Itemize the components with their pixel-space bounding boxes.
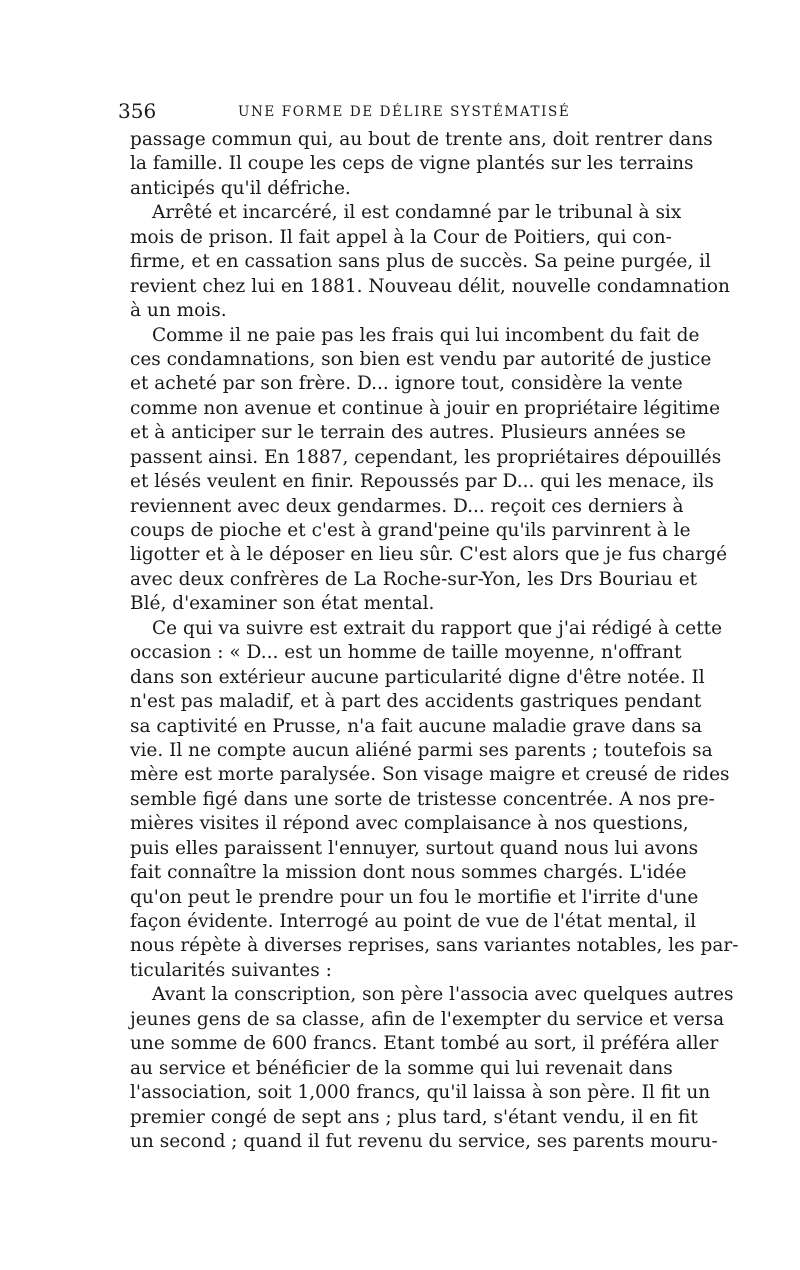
text-line: Blé, d'examiner son état mental. bbox=[130, 593, 435, 615]
page-header bbox=[118, 97, 675, 125]
text-line: dans son extérieur aucune particularité digne d'être notée. Il bbox=[130, 666, 705, 688]
text-line: coups de pioche et c'est à grand'peine qu'ils parvinrent à le bbox=[130, 520, 691, 541]
text-line: façon évidente. Interrogé au point de vue de l'état mental, il bbox=[130, 911, 697, 932]
text-line: un second ; quand il fut revenu du service, ses parents mouru- bbox=[130, 1130, 718, 1152]
text-line: sa captivité en Prusse, n'a fait aucune maladie grave dans sa bbox=[130, 715, 703, 737]
text-line: mières visites il répond avec complaisance à nos questions, bbox=[130, 813, 689, 835]
text-line: ces condamnations, son bien est vendu par autorité de justice bbox=[130, 348, 712, 370]
page-body bbox=[130, 128, 739, 1154]
text-line: passent ainsi. En 1887, cependant, les propriétaires dépouillés bbox=[130, 446, 722, 468]
text-line: fait connaître la mission dont nous sommes chargés. L'idée bbox=[130, 862, 687, 884]
page-number: 356 bbox=[118, 99, 157, 123]
text-line: à un mois. bbox=[130, 300, 227, 322]
text-line: occasion : « D... est un homme de taille moyenne, n'offrant bbox=[130, 642, 682, 664]
text-line: avec deux confrères de La Roche-sur-Yon, les Drs Bouriau et bbox=[130, 568, 698, 590]
text-line: l'association, soit 1,000 francs, qu'il laissa à son père. Il fit un bbox=[130, 1082, 711, 1104]
text-line: puis elles paraissent l'ennuyer, surtout quand nous lui avons bbox=[130, 837, 699, 859]
text-line: mère est morte paralysée. Son visage maigre et creusé de rides bbox=[130, 764, 730, 786]
text-line: qu'on peut le prendre pour un fou le mortifie et l'irrite d'une bbox=[130, 886, 699, 908]
text-line: une somme de 600 francs. Etant tombé au sort, il préféra aller bbox=[130, 1033, 719, 1055]
text-line: et acheté par son frère. D... ignore tout, considère la vente bbox=[130, 373, 683, 395]
running-title: UNE FORME DE DÉLIRE SYSTÉMATISÉ bbox=[238, 104, 571, 120]
text-line: et lésés veulent en finir. Repoussés par D... qui les menace, ils bbox=[130, 471, 714, 493]
text-line: Comme il ne paie pas les frais qui lui incombent du fait de bbox=[152, 324, 700, 346]
text-line: n'est pas maladif, et à part des accidents gastriques pendant bbox=[130, 691, 702, 713]
text-line: vie. Il ne compte aucun aliéné parmi ses parents ; toutefois sa bbox=[130, 739, 713, 761]
text-line: Avant la conscription, son père l'associa avec quelques autres bbox=[152, 984, 734, 1006]
text-line: reviennent avec deux gendarmes. D... reçoit ces derniers à bbox=[130, 495, 684, 517]
text-line: au service et bénéficier de la somme qui lui revenait dans bbox=[130, 1057, 673, 1079]
text-line: jeunes gens de sa classe, afin de l'exempter du service et versa bbox=[130, 1008, 725, 1030]
text-line: Arrêté et incarcéré, il est condamné par le tribunal à six bbox=[152, 202, 682, 224]
text-line: semble figé dans une sorte de tristesse concentrée. A nos pre- bbox=[130, 788, 715, 810]
text-line: comme non avenue et continue à jouir en propriétaire légitime bbox=[130, 397, 721, 419]
text-line: la famille. Il coupe les ceps de vigne plantés sur les terrains bbox=[130, 153, 694, 175]
text-line: passage commun qui, au bout de trente ans, doit rentrer dans bbox=[130, 129, 713, 150]
text-line: et à anticiper sur le terrain des autres. Plusieurs années se bbox=[130, 422, 686, 444]
text-line: premier congé de sept ans ; plus tard, s'étant vendu, il en fit bbox=[130, 1106, 698, 1128]
text-line: mois de prison. Il fait appel à la Cour de Poitiers, qui con- bbox=[130, 226, 672, 248]
text-line: revient chez lui en 1881. Nouveau délit, nouvelle condamnation bbox=[130, 275, 730, 297]
text-line: Ce qui va suivre est extrait du rapport que j'ai rédigé à cette bbox=[152, 617, 723, 639]
text-line: nous répète à diverses reprises, sans variantes notables, les par- bbox=[130, 935, 739, 957]
text-line: ligotter et à le déposer en lieu sûr. C'est alors que je fus chargé bbox=[130, 544, 728, 566]
text-line: anticipés qu'il défriche. bbox=[130, 177, 351, 199]
text-line: ticularités suivantes : bbox=[130, 959, 332, 981]
text-line: firme, et en cassation sans plus de succès. Sa peine purgée, il bbox=[130, 251, 711, 273]
